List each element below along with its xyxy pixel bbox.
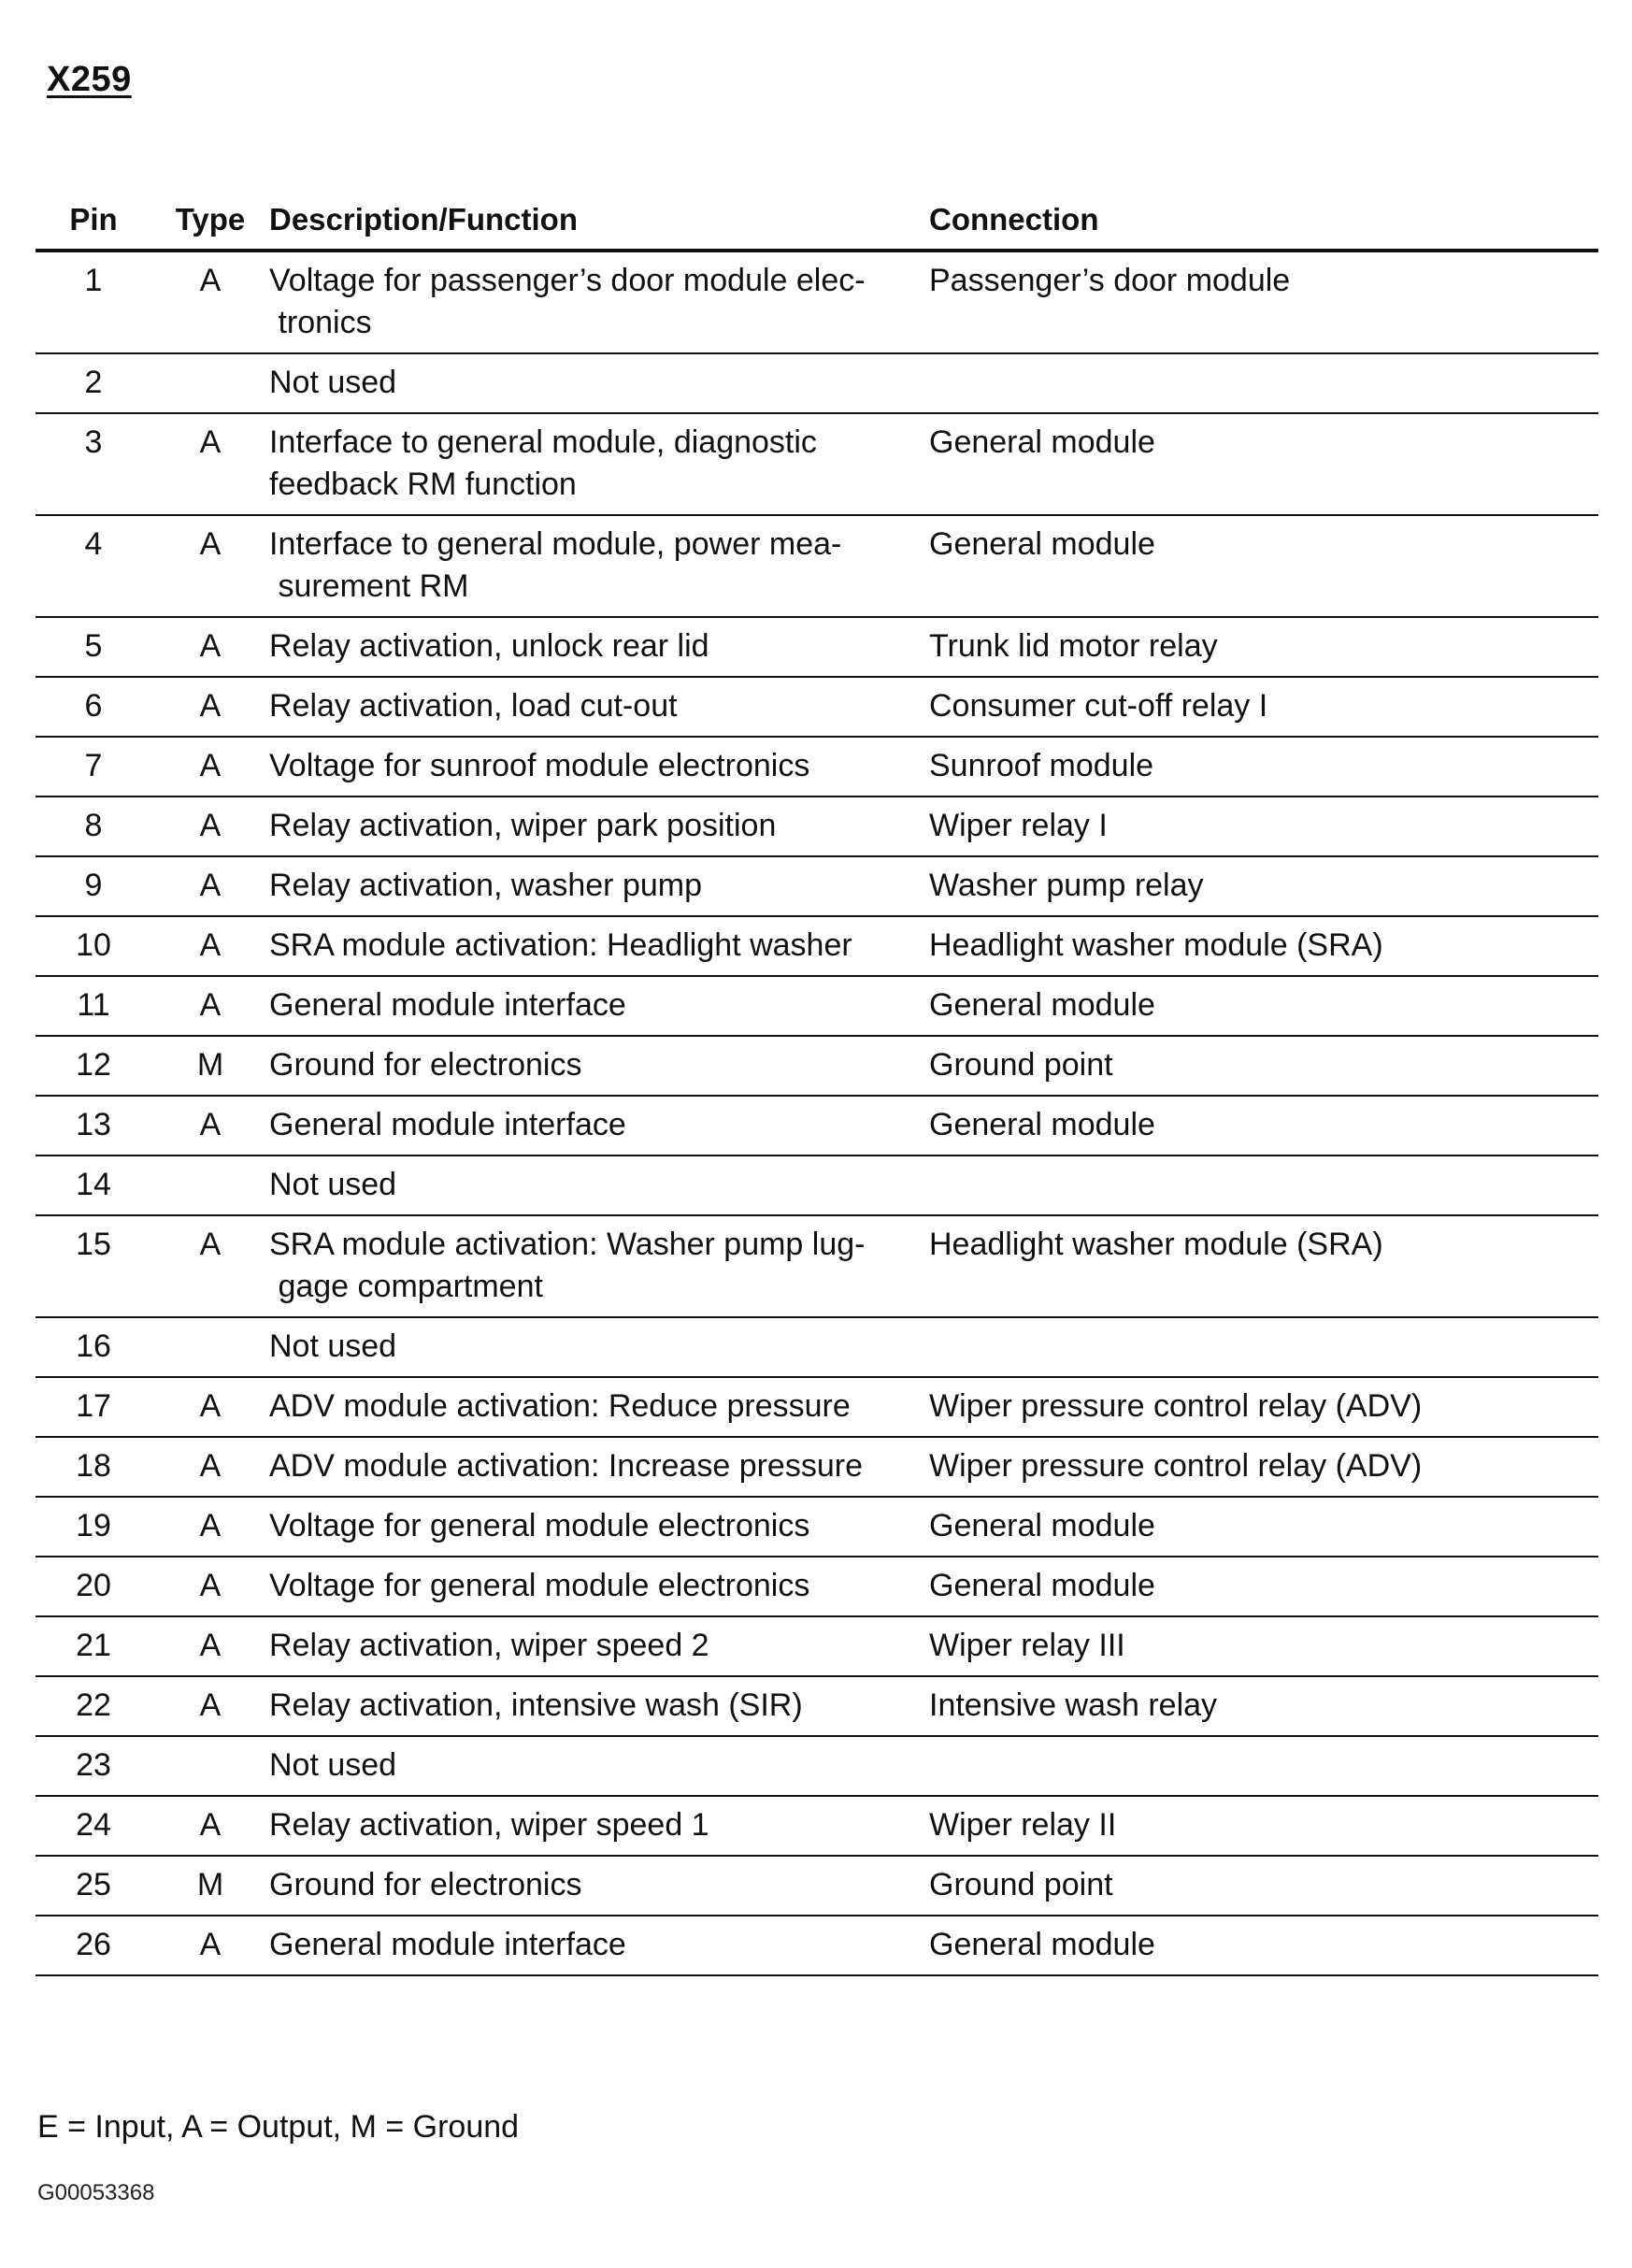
type-cell bbox=[151, 1736, 269, 1796]
description-cell: Voltage for sunroof module electronics bbox=[269, 737, 929, 797]
connection-cell bbox=[929, 1156, 1598, 1215]
pin-cell: 26 bbox=[36, 1916, 151, 1975]
connection-cell: Passenger’s door module bbox=[929, 251, 1598, 353]
header-type: Type bbox=[151, 193, 269, 251]
connection-cell: General module bbox=[929, 1557, 1598, 1616]
header-pin: Pin bbox=[36, 193, 151, 251]
connection-cell: General module bbox=[929, 413, 1598, 515]
table-row bbox=[36, 976, 1598, 1036]
table-row bbox=[36, 1796, 1598, 1856]
type-cell: A bbox=[151, 1377, 269, 1437]
pin-cell: 18 bbox=[36, 1437, 151, 1497]
type-cell: A bbox=[151, 1557, 269, 1616]
connection-cell bbox=[929, 353, 1598, 413]
type-cell: A bbox=[151, 413, 269, 515]
table-row bbox=[36, 1036, 1598, 1096]
table-row bbox=[36, 353, 1598, 413]
table-row bbox=[36, 413, 1598, 515]
figure-id: G00053368 bbox=[37, 2180, 155, 2205]
table-row bbox=[36, 916, 1598, 976]
connection-cell: Intensive wash relay bbox=[929, 1676, 1598, 1736]
description-cell: SRA module activation: Headlight washer bbox=[269, 916, 929, 976]
pin-assignment-table bbox=[36, 193, 1598, 1976]
connection-cell: General module bbox=[929, 1497, 1598, 1557]
type-legend: E = Input, A = Output, M = Ground bbox=[37, 2109, 520, 2145]
pin-cell: 10 bbox=[36, 916, 151, 976]
type-cell: A bbox=[151, 617, 269, 677]
connection-cell: General module bbox=[929, 1916, 1598, 1975]
table-row bbox=[36, 1676, 1598, 1736]
table-row bbox=[36, 1437, 1598, 1497]
type-cell: A bbox=[151, 1796, 269, 1856]
type-cell: A bbox=[151, 1676, 269, 1736]
table-row bbox=[36, 1557, 1598, 1616]
type-cell: A bbox=[151, 1616, 269, 1676]
description-cell: Relay activation, washer pump bbox=[269, 856, 929, 916]
table-row bbox=[36, 1317, 1598, 1377]
type-cell bbox=[151, 353, 269, 413]
description-cell: Interface to general module, power mea- surement RM bbox=[269, 515, 929, 617]
description-cell: ADV module activation: Reduce pressure bbox=[269, 1377, 929, 1437]
header-connection: Connection bbox=[929, 193, 1598, 251]
connection-cell: Headlight washer module (SRA) bbox=[929, 916, 1598, 976]
type-cell: A bbox=[151, 1096, 269, 1156]
pin-cell: 7 bbox=[36, 737, 151, 797]
connection-cell: Wiper pressure control relay (ADV) bbox=[929, 1377, 1598, 1437]
description-cell: Relay activation, wiper speed 2 bbox=[269, 1616, 929, 1676]
connection-cell bbox=[929, 1736, 1598, 1796]
pin-cell: 9 bbox=[36, 856, 151, 916]
type-cell: A bbox=[151, 797, 269, 856]
pin-cell: 15 bbox=[36, 1215, 151, 1317]
header-description: Description/Function bbox=[269, 193, 929, 251]
pin-cell: 12 bbox=[36, 1036, 151, 1096]
table-row bbox=[36, 515, 1598, 617]
description-cell: ADV module activation: Increase pressure bbox=[269, 1437, 929, 1497]
pin-cell: 3 bbox=[36, 413, 151, 515]
pin-cell: 17 bbox=[36, 1377, 151, 1437]
type-cell: A bbox=[151, 1215, 269, 1317]
pin-cell: 5 bbox=[36, 617, 151, 677]
pin-cell: 11 bbox=[36, 976, 151, 1036]
type-cell bbox=[151, 1317, 269, 1377]
table-body bbox=[36, 251, 1598, 1975]
table-header bbox=[36, 193, 1598, 251]
table-row bbox=[36, 1096, 1598, 1156]
type-cell: M bbox=[151, 1036, 269, 1096]
connection-cell: Sunroof module bbox=[929, 737, 1598, 797]
description-cell: Not used bbox=[269, 1156, 929, 1215]
connection-cell: General module bbox=[929, 976, 1598, 1036]
description-cell: Ground for electronics bbox=[269, 1036, 929, 1096]
pin-cell: 24 bbox=[36, 1796, 151, 1856]
table-row bbox=[36, 1736, 1598, 1796]
type-cell: A bbox=[151, 251, 269, 353]
table-row bbox=[36, 737, 1598, 797]
description-cell: Voltage for general module electronics bbox=[269, 1557, 929, 1616]
type-cell: A bbox=[151, 856, 269, 916]
connection-cell: Wiper relay III bbox=[929, 1616, 1598, 1676]
type-cell: A bbox=[151, 976, 269, 1036]
connection-cell: Headlight washer module (SRA) bbox=[929, 1215, 1598, 1317]
description-cell: Voltage for passenger’s door module elec- tronics bbox=[269, 251, 929, 353]
table-row bbox=[36, 1497, 1598, 1557]
pin-cell: 25 bbox=[36, 1856, 151, 1916]
description-cell: Ground for electronics bbox=[269, 1856, 929, 1916]
pin-cell: 6 bbox=[36, 677, 151, 737]
description-cell: Not used bbox=[269, 353, 929, 413]
header-row bbox=[36, 193, 1598, 251]
table-row bbox=[36, 1916, 1598, 1975]
pin-cell: 20 bbox=[36, 1557, 151, 1616]
description-cell: Interface to general module, diagnostic feedback RM function bbox=[269, 413, 929, 515]
type-cell: A bbox=[151, 677, 269, 737]
table-row bbox=[36, 677, 1598, 737]
type-cell: M bbox=[151, 1856, 269, 1916]
description-cell: Relay activation, wiper speed 1 bbox=[269, 1796, 929, 1856]
table-row bbox=[36, 856, 1598, 916]
description-cell: SRA module activation: Washer pump lug- gage compartment bbox=[269, 1215, 929, 1317]
pin-cell: 8 bbox=[36, 797, 151, 856]
connection-cell bbox=[929, 1317, 1598, 1377]
pin-cell: 21 bbox=[36, 1616, 151, 1676]
table-row bbox=[36, 1856, 1598, 1916]
connection-cell: Ground point bbox=[929, 1036, 1598, 1096]
description-cell: General module interface bbox=[269, 1916, 929, 1975]
table-row bbox=[36, 1156, 1598, 1215]
table-row bbox=[36, 251, 1598, 353]
connection-cell: Consumer cut-off relay I bbox=[929, 677, 1598, 737]
table-row bbox=[36, 617, 1598, 677]
pin-cell: 1 bbox=[36, 251, 151, 353]
description-cell: General module interface bbox=[269, 976, 929, 1036]
table-row bbox=[36, 1215, 1598, 1317]
connection-cell: Wiper pressure control relay (ADV) bbox=[929, 1437, 1598, 1497]
pin-cell: 22 bbox=[36, 1676, 151, 1736]
connection-cell: Trunk lid motor relay bbox=[929, 617, 1598, 677]
description-cell: Voltage for general module electronics bbox=[269, 1497, 929, 1557]
connection-cell: General module bbox=[929, 1096, 1598, 1156]
connection-cell: Washer pump relay bbox=[929, 856, 1598, 916]
pin-cell: 13 bbox=[36, 1096, 151, 1156]
description-cell: Relay activation, intensive wash (SIR) bbox=[269, 1676, 929, 1736]
table-row bbox=[36, 1616, 1598, 1676]
description-cell: Not used bbox=[269, 1736, 929, 1796]
pin-cell: 19 bbox=[36, 1497, 151, 1557]
description-cell: Relay activation, wiper park position bbox=[269, 797, 929, 856]
connection-cell: Wiper relay I bbox=[929, 797, 1598, 856]
connector-title: X259 bbox=[47, 60, 132, 99]
type-cell: A bbox=[151, 737, 269, 797]
table-row bbox=[36, 797, 1598, 856]
connection-cell: Wiper relay II bbox=[929, 1796, 1598, 1856]
type-cell: A bbox=[151, 1437, 269, 1497]
type-cell bbox=[151, 1156, 269, 1215]
pin-cell: 4 bbox=[36, 515, 151, 617]
table-row bbox=[36, 1377, 1598, 1437]
connection-cell: General module bbox=[929, 515, 1598, 617]
pin-cell: 16 bbox=[36, 1317, 151, 1377]
description-cell: Relay activation, load cut-out bbox=[269, 677, 929, 737]
type-cell: A bbox=[151, 1497, 269, 1557]
description-cell: Not used bbox=[269, 1317, 929, 1377]
pin-cell: 23 bbox=[36, 1736, 151, 1796]
type-cell: A bbox=[151, 916, 269, 976]
type-cell: A bbox=[151, 515, 269, 617]
pin-cell: 14 bbox=[36, 1156, 151, 1215]
description-cell: General module interface bbox=[269, 1096, 929, 1156]
description-cell: Relay activation, unlock rear lid bbox=[269, 617, 929, 677]
connection-cell: Ground point bbox=[929, 1856, 1598, 1916]
pin-cell: 2 bbox=[36, 353, 151, 413]
type-cell: A bbox=[151, 1916, 269, 1975]
